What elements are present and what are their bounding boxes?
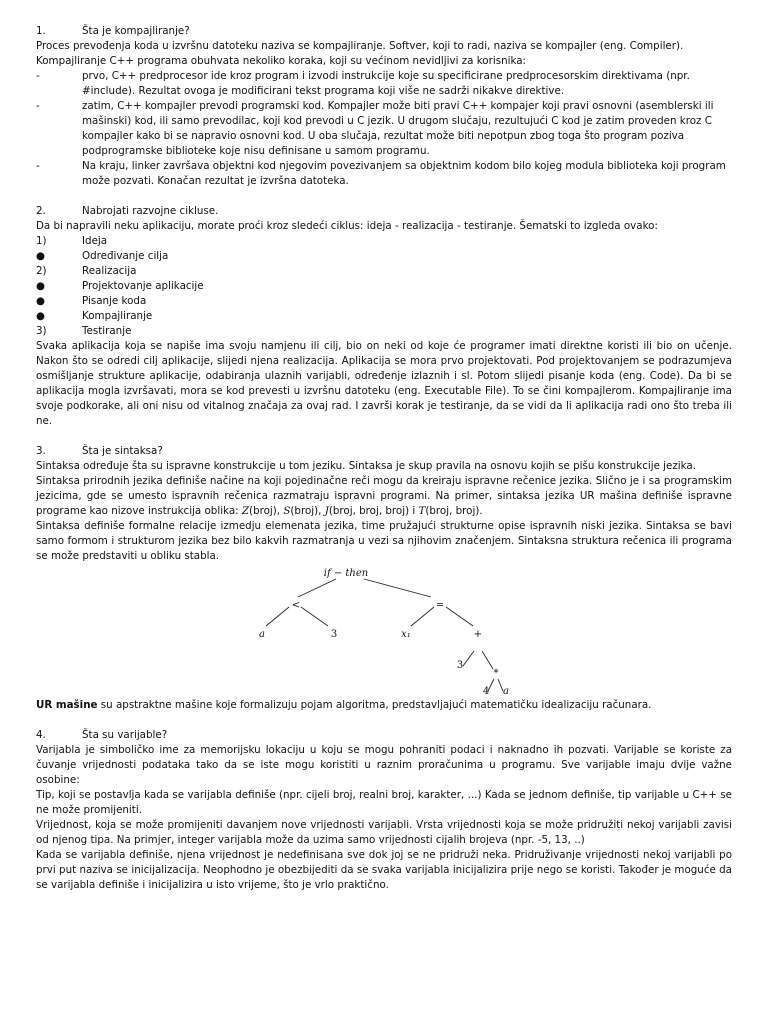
list-item [36, 99, 732, 159]
section-1-heading [36, 24, 732, 39]
cycle-text: Kompajliranje [82, 310, 153, 322]
cycle-item [36, 294, 732, 309]
tree-node-star: * [493, 668, 499, 679]
cycle-item [36, 279, 732, 294]
paragraph [36, 474, 732, 519]
tree-edge [446, 607, 473, 626]
tree-edge [364, 579, 431, 597]
cycle-text: Projektovanje aplikacije [82, 280, 204, 292]
cycle-item [36, 309, 732, 324]
paragraph [36, 698, 732, 713]
tree-edge [411, 607, 434, 626]
section-title: Šta je sintaksa? [82, 445, 163, 457]
section-3-heading [36, 444, 732, 459]
cycle-marker: ● [36, 295, 45, 307]
cycle-item [36, 249, 732, 264]
list-marker: - [36, 70, 40, 82]
formula-symbol: S [283, 505, 291, 517]
paragraph: Svaka aplikacija koja se napiše ima svoju namjenu ili cilj, bio on neki od koje će programer imati direktne koristi ili bio on učenje. Nakon što se odredi cilj aplikacije, slijedi njena realizacija. Aplikacija se mora prvo projektovati. Pod projektovanjem se podrazumjeva osmišljanje strukture aplikacije, odabiranja ulaznih varijabli, određenje izlaznih i sl. Potom slijedi pisanje koda (eng. Code). Da bi se aplikacija mogla izvršavati, mora se kod prevesti u izvršnu datoteku (eng. Executable File). To se čini kompajlerom. Kompajliranje ima svoje podkorake, ali oni nisu od vitalnog značaja za ovaj rad. I završi korak je testiranje, da se vidi da li aplikacija radi ono što treba ili ne. [36, 340, 732, 427]
paragraph: Tip, koji se postavlja kada se varijabla definiše (npr. cijeli broj, realni broj, karakter, ...) Kada se jednom definiše, tip varijable u C++ se ne može promijeniti. [36, 789, 732, 816]
tree-node-x1: x₁ [401, 629, 411, 640]
list-text: prvo, C++ predprocesor ide kroz program i izvodi instrukcije koje su specificirane predprocesorskim direktivama (npr. #include). Rezultat ovoga je modificirani tekst programa koji više ne sadrži nikakve direktive. [82, 70, 690, 97]
paragraph: Sintaksa određuje šta su ispravne konstrukcije u tom jeziku. Sintaksa je skup pravila na osnovu kojih se pišu konstrukcije jezika. [36, 460, 697, 472]
formula-symbol: Z [241, 505, 250, 517]
section-title: Šta je kompajliranje? [82, 25, 190, 37]
cycle-text: Ideja [82, 235, 108, 247]
tree-node-lt: < [291, 600, 301, 611]
tree-node-root: if − then [323, 568, 369, 579]
tree-node-3: 3 [330, 629, 338, 640]
section-number: 1. [36, 25, 46, 37]
cycle-text: Određivanje cilja [82, 250, 169, 262]
list-text: Na kraju, linker završava objektni kod njegovim povezivanjem sa objektnim kodom bilo kojeg modula biblioteka koji program može pozvati. Konačan rezultat je izvršna datoteka. [82, 160, 726, 187]
formula-symbol: T [418, 505, 426, 517]
formula-args: (broj), [249, 505, 284, 517]
section-title: Šta su varijable? [82, 729, 168, 741]
tree-edge [482, 651, 493, 669]
cycle-marker: 1) [36, 235, 47, 247]
section-2-heading [36, 204, 732, 219]
cycle-text: Realizacija [82, 265, 137, 277]
formula-symbol: J [324, 505, 329, 517]
paragraph: Kompajliranje C++ programa obuhvata nekoliko koraka, koji su većinom nevidljivi za korisnika: [36, 55, 527, 67]
document-page [36, 24, 732, 893]
paragraph: Sintaksa definiše formalne relacije izmedju elemenata jezika, time pružajući strukturne opise ispravnih niski jezika. Sintaksa se bavi samo formom i strukturom jezika bez bilo kakvih razmatranja u vezi sa njihovim značenjem. Sintaksna struktura rečenica ili programa se može predstaviti u obliku stabla. [36, 520, 732, 562]
syntax-tree-svg [36, 566, 732, 696]
cycle-item [36, 234, 732, 249]
tree-node-a2: a [503, 686, 509, 696]
cycle-marker: ● [36, 250, 45, 262]
cycle-marker: 2) [36, 265, 47, 277]
syntax-tree-diagram [36, 566, 732, 696]
tree-edge [266, 607, 289, 626]
paragraph: Proces prevođenja koda u izvršnu datoteku naziva se kompajliranje. Softver, koji to radi, naziva se kompajler (eng. Compiler). [36, 40, 684, 52]
list-item [36, 159, 732, 189]
tree-node-4: 4 [482, 686, 490, 696]
paragraph: Vrijednost, koja se može promijeniti davanjem nove vrijednosti varijabli. Vrsta vrijednosti koja se može pridružiti nekoj varijabli zavisi od njenog tipa. Na primjer, integer varijabla može da uzima samo vrijednosti cijalih brojeva (npr. -5, 13, ..) [36, 819, 732, 846]
tree-edge [463, 651, 474, 666]
section-number: 3. [36, 445, 46, 457]
paragraph: Da bi napravili neku aplikaciju, morate proći kroz sledeći ciklus: ideja - realizacija - testiranje. Šematski to izgleda ovako: [36, 220, 658, 232]
formula-args: (broj, broj, broj) i [328, 505, 419, 517]
tree-edge [301, 607, 328, 626]
formula-args: (broj), [290, 505, 325, 517]
section-number: 4. [36, 729, 46, 741]
section-number: 2. [36, 205, 46, 217]
cycle-text: Pisanje koda [82, 295, 147, 307]
cycle-item [36, 324, 732, 339]
formula-args: (broj, broj). [425, 505, 483, 517]
tree-node-plus: + [473, 629, 483, 640]
tree-node-eq: = [435, 600, 445, 611]
paragraph-text: Sintaksa prirodnih jezika definiše načine na koji pojedinačne reči mogu da kreiraju ispravne rečenice jezika. Slično je i sa programskim jezicima, gde se umesto ispravnih rečenica razmatraju ispravni programi. Na primer, sintaksa jezika UR mašina definiše ispravne programe kao nizove instrukcija oblika: [36, 475, 732, 517]
bold-term: UR mašine [36, 699, 98, 711]
cycle-text: Testiranje [82, 325, 132, 337]
list-item [36, 69, 732, 99]
section-title: Nabrojati razvojne cikluse. [82, 205, 219, 217]
tree-edge [298, 579, 336, 597]
cycle-item [36, 264, 732, 279]
section-4-heading [36, 728, 732, 743]
tree-node-a: a [259, 629, 265, 640]
list-marker: - [36, 160, 40, 172]
list-marker: - [36, 100, 40, 112]
paragraph: Varijabla je simboličko ime za memorijsku lokaciju u koju se mogu pohraniti podaci i naknadno ih pozvati. Varijable se koriste za čuvanje vrijednosti podataka tako da se iste mogu koristiti u raznim proračunima u programu. Sve varijable imaju dvije važne osobine: [36, 744, 732, 786]
cycle-marker: ● [36, 280, 45, 292]
paragraph: Kada se varijabla definiše, njena vrijednost je nedefinisana sve dok joj se ne pridruži neka. Pridruživanje vrijednosti nekoj varijabli po prvi put naziva se inicijalizacija. Neophodno je obezbijediti da se svaka varijabla inicijalizira prije nego se koristi. Također je moguće da se varijabla definiše i inicijalizira u isto vrijeme, što je vrlo praktično. [36, 849, 732, 891]
paragraph-text: su apstraktne mašine koje formalizuju pojam algoritma, predstavljajući matematičku idealizaciju računara. [97, 699, 652, 711]
list-text: zatim, C++ kompajler prevodi programski kod. Kompajler može biti pravi C++ kompajer koji pravi osnovni (asemblerski ili mašinski) kod, ili samo prevodilac, koji kod prevodi u C jezik. U drugom slučaju, rezultujući C kod je zatim proveden kroz C kompajler kako bi se napravio osnovni kod. U oba slučaja, rezultat može biti nepotpun zbog toga što program poziva podprogramske biblioteke koje nisu definisane u samom programu. [82, 100, 714, 157]
cycle-marker: ● [36, 310, 45, 322]
tree-node-3b: 3 [456, 660, 464, 671]
cycle-marker: 3) [36, 325, 47, 337]
